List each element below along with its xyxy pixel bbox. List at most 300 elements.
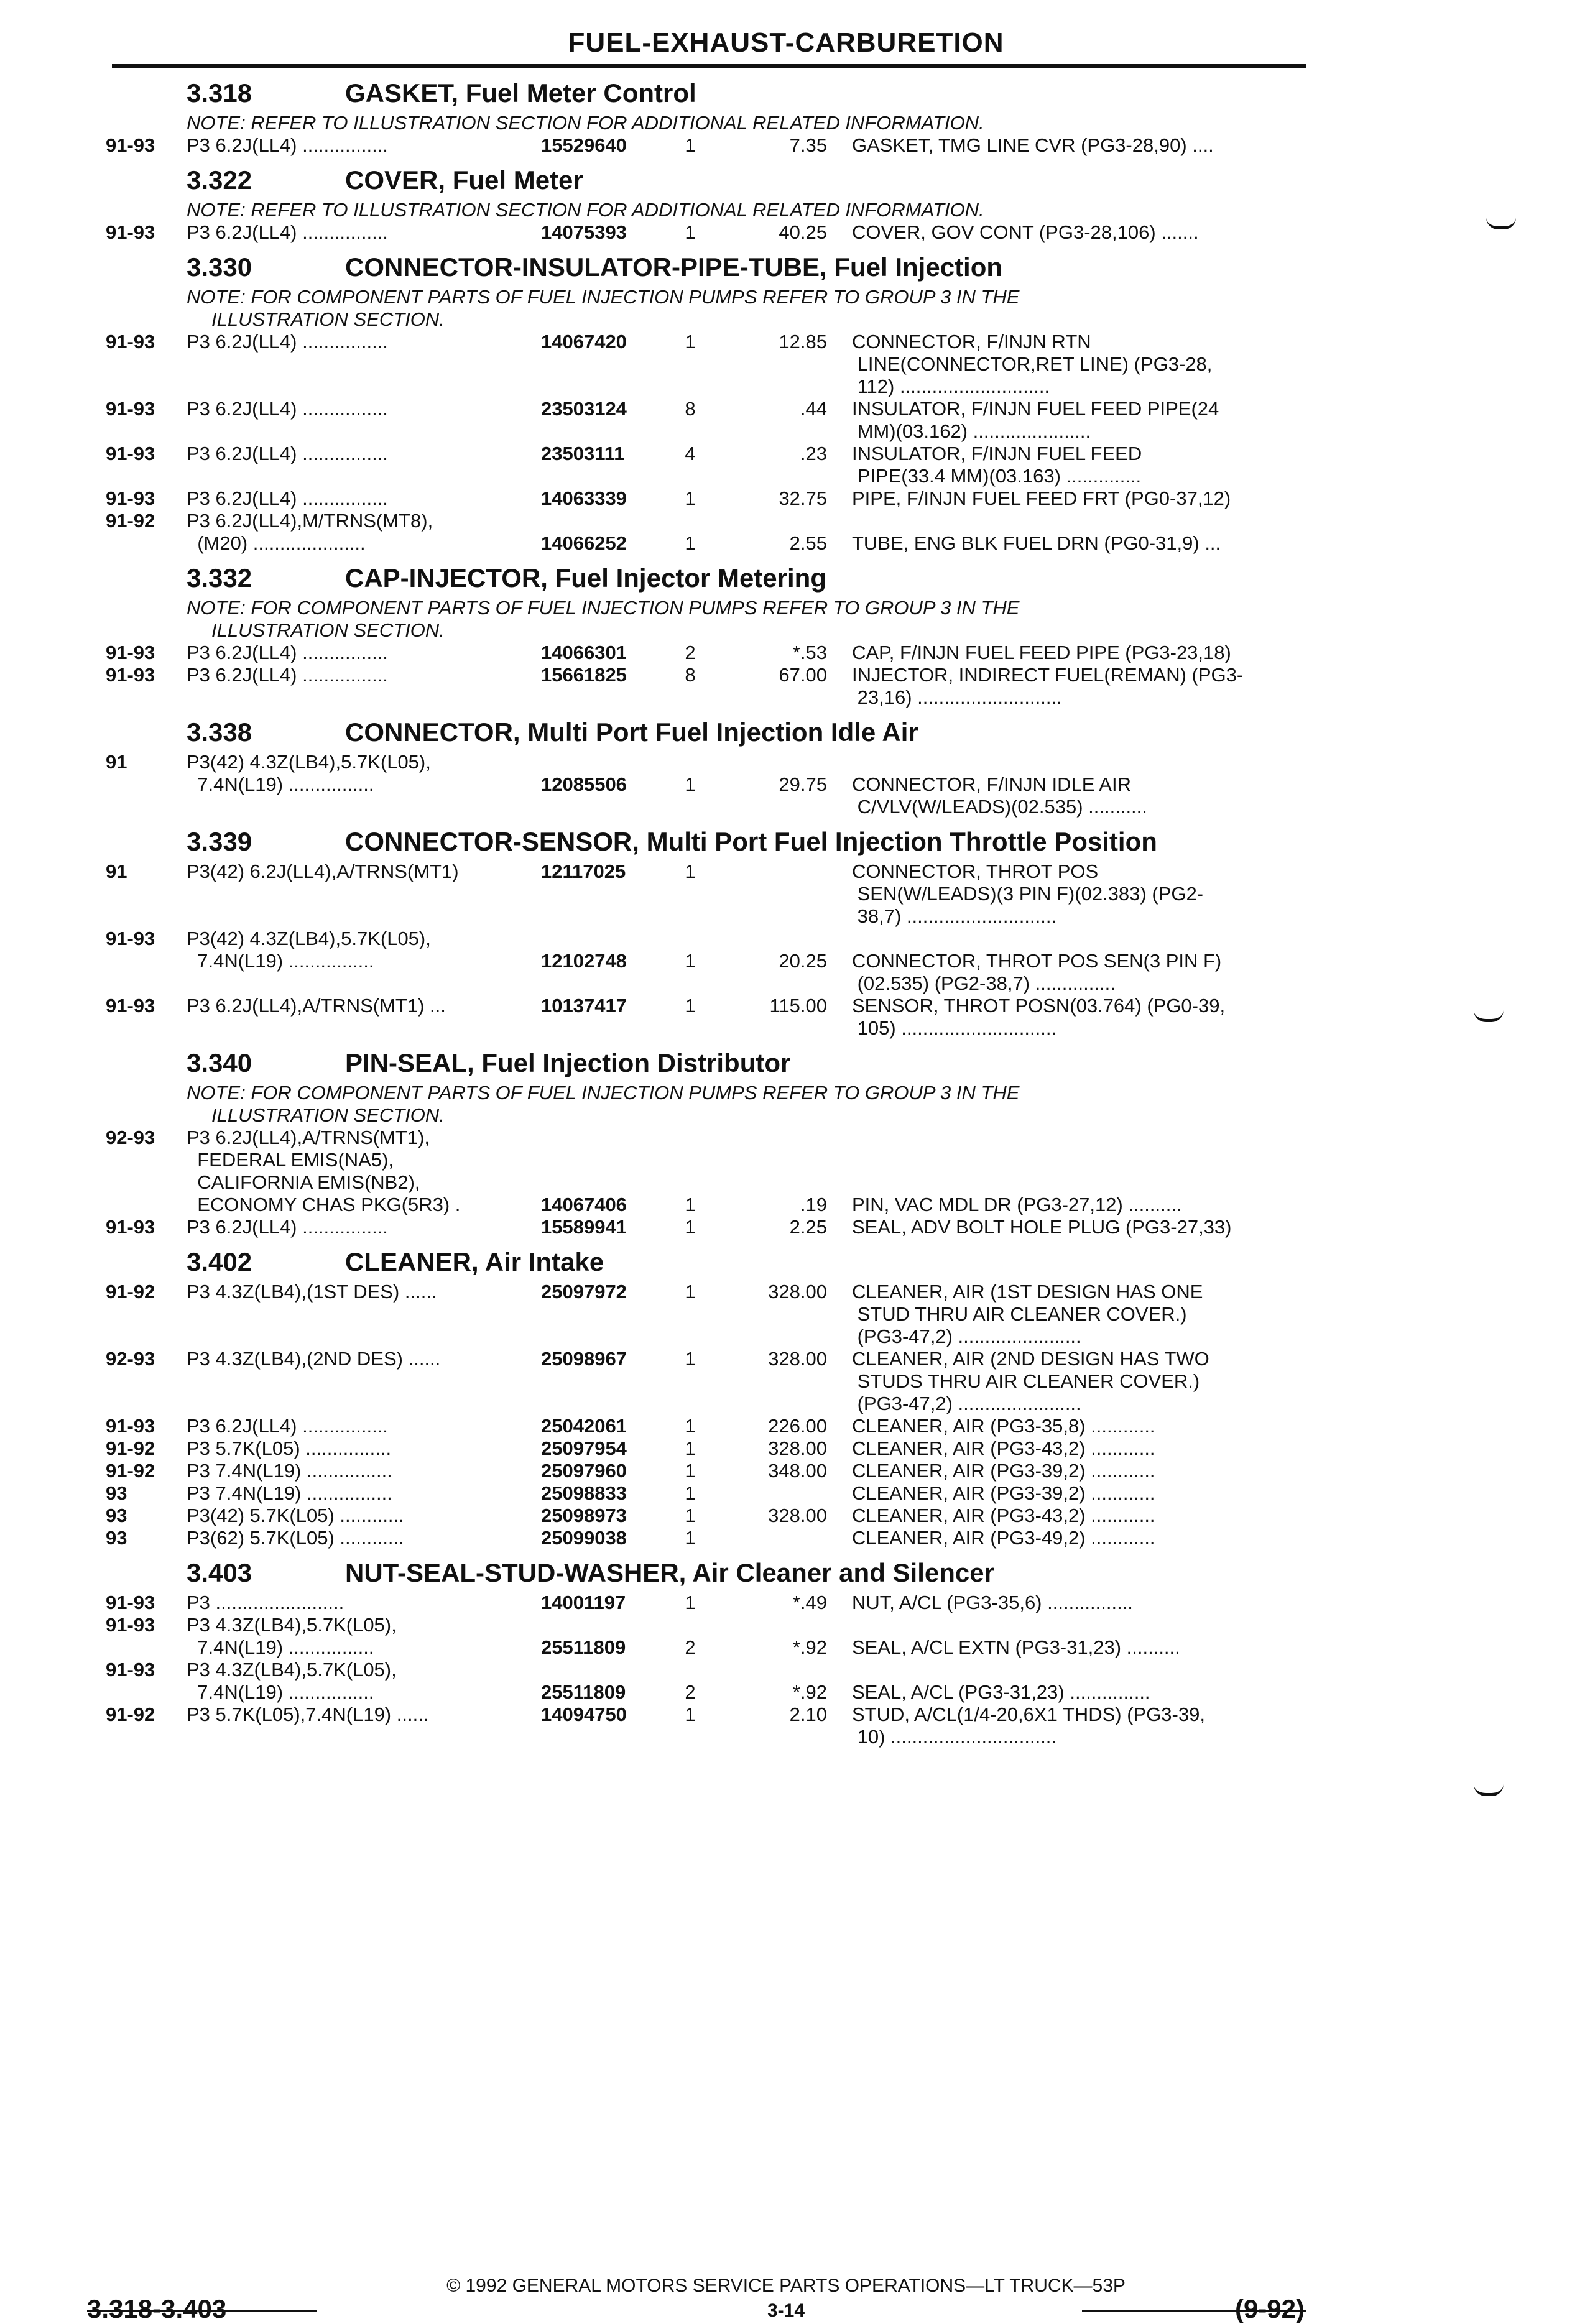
application-line: P3 6.2J(LL4),A/TRNS(MT1),: [187, 1127, 430, 1148]
application: [187, 221, 746, 244]
note-line: NOTE: FOR COMPONENT PARTS OF FUEL INJECTION PUMPS REFER TO GROUP 3 IN THE: [187, 286, 1020, 308]
description-line: INSULATOR, F/INJN FUEL FEED PIPE(24: [852, 398, 1219, 420]
application: [187, 1127, 746, 1216]
section-number: 3.403: [187, 1558, 252, 1587]
section-title: CAP-INJECTOR, Fuel Injector Metering: [345, 563, 826, 593]
part-number: 12117025: [541, 860, 626, 882]
model-years: 91-92: [106, 510, 155, 532]
quantity: 1: [685, 1216, 696, 1238]
section-title: CLEANER, Air Intake: [345, 1247, 604, 1276]
part-row: [106, 1415, 1312, 1437]
quantity: 8: [685, 664, 696, 686]
application: [187, 331, 746, 353]
price: 226.00: [768, 1415, 827, 1437]
description-line: CLEANER, AIR (PG3-49,2) ............: [852, 1527, 1155, 1549]
description-line: 10) ...............................: [852, 1726, 1057, 1748]
description-line: CLEANER, AIR (PG3-39,2) ............: [852, 1460, 1155, 1482]
description-line: TUBE, ENG BLK FUEL DRN (PG0-31,9) ...: [852, 532, 1221, 554]
description: [852, 1415, 1312, 1437]
description: [852, 1281, 1312, 1348]
application-line: P3 4.3Z(LB4),(1ST DES) ......: [187, 1281, 437, 1303]
description: [852, 1460, 1312, 1482]
description-line: PIPE(33.4 MM)(03.163) ..............: [852, 465, 1142, 487]
quantity: 2: [685, 1636, 696, 1658]
description: [852, 664, 1312, 709]
description-line: CAP, F/INJN FUEL FEED PIPE (PG3-23,18): [852, 642, 1231, 663]
application-line: CALIFORNIA EMIS(NB2),: [187, 1171, 420, 1193]
description-line: SENSOR, THROT POSN(03.764) (PG0-39,: [852, 995, 1226, 1017]
catalog-section: [106, 160, 1312, 244]
model-years: 91-93: [106, 1216, 155, 1238]
model-years: 91-93: [106, 443, 155, 464]
quantity: 1: [685, 1281, 696, 1303]
quantity: 1: [685, 331, 696, 353]
quantity: 1: [685, 1415, 696, 1437]
note-line: ILLUSTRATION SECTION.: [211, 619, 445, 641]
quantity: 2: [685, 642, 696, 663]
application: [187, 1460, 746, 1482]
part-row: [106, 443, 1312, 487]
description-line: PIPE, F/INJN FUEL FEED FRT (PG0-37,12): [852, 487, 1231, 509]
description: [852, 443, 1312, 487]
application-line: P3 5.7K(L05) ................: [187, 1437, 392, 1459]
application-line: P3 6.2J(LL4) ................: [187, 642, 388, 663]
description-line: [852, 1127, 1312, 1149]
application-line: 7.4N(L19) ................: [187, 1681, 374, 1703]
description: [852, 1704, 1312, 1748]
part-number: 23503124: [541, 398, 627, 420]
application: [187, 1482, 746, 1505]
section-number: 3.322: [187, 165, 252, 195]
description-line: CLEANER, AIR (PG3-43,2) ............: [852, 1437, 1155, 1459]
section-note: [187, 597, 1306, 642]
part-row: [106, 860, 1312, 928]
description-line: CLEANER, AIR (PG3-35,8) ............: [852, 1415, 1155, 1437]
model-years: 91: [106, 751, 127, 773]
part-row: [106, 1704, 1312, 1748]
part-number: 25099038: [541, 1527, 627, 1549]
application: [187, 510, 746, 555]
price: *.92: [792, 1636, 827, 1658]
section-title: NUT-SEAL-STUD-WASHER, Air Cleaner and Silencer: [345, 1558, 994, 1587]
quantity: 4: [685, 443, 696, 464]
price: .19: [800, 1194, 827, 1215]
application-line: ECONOMY CHAS PKG(5R3) .: [187, 1194, 461, 1215]
description-line: STUD THRU AIR CLEANER COVER.): [852, 1303, 1187, 1325]
model-years: 91-92: [106, 1281, 155, 1303]
note-line: ILLUSTRATION SECTION.: [211, 1104, 445, 1126]
description-line: [852, 1149, 1312, 1171]
price: 348.00: [768, 1460, 827, 1482]
description-line: 23,16) ...........................: [852, 686, 1062, 708]
price: 328.00: [768, 1281, 827, 1303]
price: .44: [800, 398, 827, 420]
note-line: NOTE: REFER TO ILLUSTRATION SECTION FOR ADDITIONAL RELATED INFORMATION.: [187, 112, 984, 134]
description-line: SEN(W/LEADS)(3 PIN F)(02.383) (PG2-: [852, 883, 1204, 905]
description-line: COVER, GOV CONT (PG3-28,106) .......: [852, 221, 1199, 243]
price: 12.85: [779, 331, 827, 353]
part-number: 10137417: [541, 995, 627, 1017]
page-title: FUEL-EXHAUST-CARBURETION: [568, 27, 1004, 58]
application: [187, 1659, 746, 1704]
description: [852, 134, 1312, 157]
application-line: P3 6.2J(LL4) ................: [187, 1415, 388, 1437]
application: [187, 443, 746, 465]
description-line: INSULATOR, F/INJN FUEL FEED: [852, 443, 1142, 464]
description-line: 112) ............................: [852, 376, 1050, 397]
section-number: 3.339: [187, 827, 252, 856]
model-years: 92-93: [106, 1127, 155, 1148]
model-years: 91-93: [106, 1592, 155, 1613]
note-line: NOTE: FOR COMPONENT PARTS OF FUEL INJECTION PUMPS REFER TO GROUP 3 IN THE: [187, 1082, 1020, 1104]
description: [852, 1505, 1312, 1527]
description: [852, 860, 1312, 928]
section-note: [187, 1082, 1306, 1127]
note-line: NOTE: FOR COMPONENT PARTS OF FUEL INJECTION PUMPS REFER TO GROUP 3 IN THE: [187, 597, 1020, 619]
application: [187, 1348, 746, 1370]
part-row: [106, 1592, 1312, 1614]
scan-mark: [1474, 1784, 1504, 1796]
part-row: [106, 1527, 1312, 1549]
application-line: P3(42) 4.3Z(LB4),5.7K(L05),: [187, 928, 431, 949]
quantity: 1: [685, 860, 696, 882]
section-note: [187, 112, 1306, 134]
part-row: [106, 928, 1312, 995]
description: [852, 642, 1312, 664]
part-row: [106, 1482, 1312, 1505]
part-row: [106, 331, 1312, 398]
price: 20.25: [779, 950, 827, 972]
model-years: 91-93: [106, 664, 155, 686]
description: [852, 1527, 1312, 1549]
description: [852, 398, 1312, 443]
description: [852, 1659, 1312, 1704]
part-number: 14067406: [541, 1194, 627, 1215]
description-line: C/VLV(W/LEADS)(02.535) ...........: [852, 796, 1147, 818]
application: [187, 642, 746, 664]
description-line: (PG3-47,2) .......................: [852, 1326, 1081, 1347]
application: [187, 928, 746, 972]
section-number: 3.340: [187, 1048, 252, 1077]
application-line: P3 5.7K(L05),7.4N(L19) ......: [187, 1704, 429, 1725]
part-number: 15589941: [541, 1216, 627, 1238]
quantity: 1: [685, 1704, 696, 1725]
model-years: 92-93: [106, 1348, 155, 1370]
part-row: [106, 1505, 1312, 1527]
price: .23: [800, 443, 827, 464]
application-line: P3 ........................: [187, 1592, 344, 1613]
application-line: P3 7.4N(L19) ................: [187, 1460, 392, 1482]
description-line: [852, 1659, 1312, 1681]
description-line: CONNECTOR, THROT POS SEN(3 PIN F): [852, 950, 1222, 972]
part-number: 14094750: [541, 1704, 627, 1725]
quantity: 1: [685, 1482, 696, 1504]
application: [187, 1614, 746, 1659]
application-line: P3 6.2J(LL4) ................: [187, 1216, 388, 1238]
application-line: P3(42) 5.7K(L05) ............: [187, 1505, 404, 1526]
quantity: 1: [685, 1348, 696, 1370]
application-line: P3 6.2J(LL4) ................: [187, 331, 388, 353]
part-number: 25042061: [541, 1415, 627, 1437]
section-title: CONNECTOR, Multi Port Fuel Injection Idle Air: [345, 717, 918, 747]
catalog-section: [106, 1242, 1312, 1549]
part-number: 25098833: [541, 1482, 627, 1504]
price: 328.00: [768, 1505, 827, 1526]
parts-catalog-sections: [106, 73, 1312, 1752]
application-line: P3 6.2J(LL4) ................: [187, 221, 388, 243]
model-years: 91-93: [106, 928, 155, 949]
application-line: 7.4N(L19) ................: [187, 950, 374, 972]
quantity: 1: [685, 1437, 696, 1459]
description-line: CLEANER, AIR (PG3-39,2) ............: [852, 1482, 1155, 1504]
model-years: 91-93: [106, 398, 155, 420]
section-header: [106, 712, 1312, 751]
scan-mark: [1474, 1010, 1504, 1022]
application-line: P3 6.2J(LL4),M/TRNS(MT8),: [187, 510, 433, 532]
model-years: 93: [106, 1482, 127, 1504]
price: 29.75: [779, 773, 827, 795]
price: 40.25: [779, 221, 827, 243]
application: [187, 487, 746, 510]
application: [187, 995, 746, 1017]
description-line: NUT, A/CL (PG3-35,6) ................: [852, 1592, 1133, 1613]
model-years: 91-92: [106, 1460, 155, 1482]
top-rule: [112, 64, 1306, 68]
application-line: P3 6.2J(LL4) ................: [187, 664, 388, 686]
application: [187, 1415, 746, 1437]
description-line: CLEANER, AIR (1ST DESIGN HAS ONE: [852, 1281, 1203, 1303]
description-line: (PG3-47,2) .......................: [852, 1393, 1081, 1414]
model-years: 91-93: [106, 1614, 155, 1636]
section-header: [106, 1553, 1312, 1592]
part-row: [106, 221, 1312, 244]
section-note: [187, 286, 1306, 331]
application: [187, 1216, 746, 1238]
section-title: COVER, Fuel Meter: [345, 165, 583, 195]
description-line: CONNECTOR, F/INJN IDLE AIR: [852, 773, 1131, 795]
note-line: ILLUSTRATION SECTION.: [211, 308, 445, 330]
description-line: LINE(CONNECTOR,RET LINE) (PG3-28,: [852, 353, 1213, 375]
quantity: 1: [685, 1460, 696, 1482]
price: 115.00: [769, 995, 827, 1017]
quantity: 1: [685, 221, 696, 243]
part-number: 25097954: [541, 1437, 627, 1459]
part-number: 25097972: [541, 1281, 627, 1303]
quantity: 1: [685, 1505, 696, 1526]
catalog-section: [106, 73, 1312, 157]
section-number: 3.402: [187, 1247, 252, 1276]
application-line: 7.4N(L19) ................: [187, 1636, 374, 1658]
part-row: [106, 1281, 1312, 1348]
quantity: 1: [685, 773, 696, 795]
catalog-section: [106, 1043, 1312, 1238]
application: [187, 1505, 746, 1527]
part-number: 15661825: [541, 664, 627, 686]
catalog-section: [106, 712, 1312, 818]
description: [852, 1437, 1312, 1460]
model-years: 91-92: [106, 1437, 155, 1459]
model-years: 91-92: [106, 1704, 155, 1725]
catalog-section: [106, 247, 1312, 555]
model-years: 93: [106, 1527, 127, 1549]
part-number: 23503111: [541, 443, 625, 464]
part-row: [106, 751, 1312, 818]
section-title: PIN-SEAL, Fuel Injection Distributor: [345, 1048, 791, 1077]
application-line: P3(42) 4.3Z(LB4),5.7K(L05),: [187, 751, 431, 773]
catalog-section: [106, 558, 1312, 709]
quantity: 1: [685, 1527, 696, 1549]
application-line: P3 4.3Z(LB4),5.7K(L05),: [187, 1659, 397, 1681]
part-number: 25097960: [541, 1460, 627, 1482]
description-line: CLEANER, AIR (PG3-43,2) ............: [852, 1505, 1155, 1526]
quantity: 1: [685, 1194, 696, 1215]
part-row: [106, 995, 1312, 1040]
model-years: 93: [106, 1505, 127, 1526]
application-line: P3 6.2J(LL4) ................: [187, 398, 388, 420]
application-line: P3(62) 5.7K(L05) ............: [187, 1527, 404, 1549]
model-years: 91-93: [106, 134, 155, 156]
description-line: CONNECTOR, F/INJN RTN: [852, 331, 1091, 353]
section-note: [187, 199, 1306, 221]
description-line: (02.535) (PG2-38,7) ...............: [852, 972, 1116, 994]
application-line: P3 6.2J(LL4) ................: [187, 134, 388, 156]
application: [187, 664, 746, 686]
section-title: GASKET, Fuel Meter Control: [345, 78, 696, 108]
application-line: P3 7.4N(L19) ................: [187, 1482, 392, 1504]
part-number: 12102748: [541, 950, 627, 972]
description: [852, 751, 1312, 818]
section-title: CONNECTOR-INSULATOR-PIPE-TUBE, Fuel Injection: [345, 252, 1003, 282]
model-years: 91-93: [106, 995, 155, 1017]
price: 2.25: [789, 1216, 827, 1238]
price: *.53: [792, 642, 827, 663]
description-line: [852, 1614, 1312, 1636]
description-line: SEAL, ADV BOLT HOLE PLUG (PG3-27,33): [852, 1216, 1232, 1238]
part-number: 12085506: [541, 773, 627, 795]
part-row: [106, 1127, 1312, 1216]
application-line: P3 4.3Z(LB4),5.7K(L05),: [187, 1614, 397, 1636]
part-row: [106, 1614, 1312, 1659]
application: [187, 1592, 746, 1614]
model-years: 91: [106, 860, 127, 882]
quantity: 2: [685, 1681, 696, 1703]
price: 2.10: [789, 1704, 827, 1725]
price: 328.00: [768, 1348, 827, 1370]
footer-copyright: © 1992 GENERAL MOTORS SERVICE PARTS OPERATIONS—LT TRUCK—53P: [446, 2276, 1126, 2296]
part-number: 14063339: [541, 487, 627, 509]
application: [187, 398, 746, 420]
part-row: [106, 1659, 1312, 1704]
application-line: P3 6.2J(LL4) ................: [187, 443, 388, 464]
description: [852, 1127, 1312, 1216]
section-header: [106, 822, 1312, 860]
section-header: [106, 1043, 1312, 1082]
description-line: PIN, VAC MDL DR (PG3-27,12) ..........: [852, 1194, 1182, 1215]
part-number: 14075393: [541, 221, 627, 243]
footer-date: (9-92): [1234, 2294, 1305, 2323]
model-years: 91-93: [106, 487, 155, 509]
description-line: CLEANER, AIR (2ND DESIGN HAS TWO: [852, 1348, 1209, 1370]
description: [852, 1614, 1312, 1659]
part-number: 15529640: [541, 134, 627, 156]
description: [852, 928, 1312, 995]
description-line: SEAL, A/CL (PG3-31,23) ...............: [852, 1681, 1150, 1703]
description-line: STUDS THRU AIR CLEANER COVER.): [852, 1370, 1200, 1392]
section-title: CONNECTOR-SENSOR, Multi Port Fuel Injection Throttle Position: [345, 827, 1157, 856]
price: 32.75: [779, 487, 827, 509]
application: [187, 860, 746, 883]
description-line: MM)(03.162) ......................: [852, 420, 1091, 442]
price: 67.00: [779, 664, 827, 686]
footer-page-number: 3-14: [767, 2300, 805, 2321]
description: [852, 1348, 1312, 1415]
section-header: [106, 1242, 1312, 1281]
part-row: [106, 664, 1312, 709]
application: [187, 134, 746, 157]
part-number: 25098967: [541, 1348, 627, 1370]
price: 2.55: [789, 532, 827, 554]
description: [852, 1216, 1312, 1238]
quantity: 1: [685, 134, 696, 156]
section-number: 3.318: [187, 78, 252, 108]
part-row: [106, 398, 1312, 443]
note-line: NOTE: REFER TO ILLUSTRATION SECTION FOR ADDITIONAL RELATED INFORMATION.: [187, 199, 984, 221]
quantity: 8: [685, 398, 696, 420]
application-line: P3 4.3Z(LB4),(2ND DES) ......: [187, 1348, 441, 1370]
part-number: 14001197: [541, 1592, 626, 1613]
quantity: 1: [685, 487, 696, 509]
description-line: CONNECTOR, THROT POS: [852, 860, 1099, 882]
quantity: 1: [685, 1592, 696, 1613]
part-number: 14066252: [541, 532, 627, 554]
application-line: (M20) .....................: [187, 532, 366, 554]
price: *.92: [792, 1681, 827, 1703]
application: [187, 1437, 746, 1460]
part-number: 14067420: [541, 331, 627, 353]
part-row: [106, 642, 1312, 664]
price: *.49: [792, 1592, 827, 1613]
footer-section-range: 3.318-3.403: [87, 2294, 227, 2323]
description-line: [852, 751, 1312, 773]
price: 7.35: [789, 134, 827, 156]
part-row: [106, 1348, 1312, 1415]
description-line: 105) .............................: [852, 1017, 1057, 1039]
section-header: [106, 558, 1312, 597]
description: [852, 510, 1312, 555]
application: [187, 1704, 746, 1726]
description-line: SEAL, A/CL EXTN (PG3-31,23) ..........: [852, 1636, 1180, 1658]
part-number: 14066301: [541, 642, 627, 663]
application-line: 7.4N(L19) ................: [187, 773, 374, 795]
part-number: 25098973: [541, 1505, 627, 1526]
section-number: 3.330: [187, 252, 252, 282]
model-years: 91-93: [106, 1659, 155, 1681]
description: [852, 331, 1312, 398]
application-line: P3 6.2J(LL4),A/TRNS(MT1) ...: [187, 995, 446, 1017]
description-line: GASKET, TMG LINE CVR (PG3-28,90) ....: [852, 134, 1214, 156]
section-number: 3.332: [187, 563, 252, 593]
section-header: [106, 247, 1312, 286]
part-row: [106, 1216, 1312, 1238]
part-row: [106, 487, 1312, 510]
model-years: 91-93: [106, 642, 155, 663]
application-line: P3 6.2J(LL4) ................: [187, 487, 388, 509]
application-line: FEDERAL EMIS(NA5),: [187, 1149, 394, 1171]
description-line: INJECTOR, INDIRECT FUEL(REMAN) (PG3-: [852, 664, 1244, 686]
description: [852, 1592, 1312, 1614]
description-line: [852, 510, 1312, 532]
model-years: 91-93: [106, 1415, 155, 1437]
